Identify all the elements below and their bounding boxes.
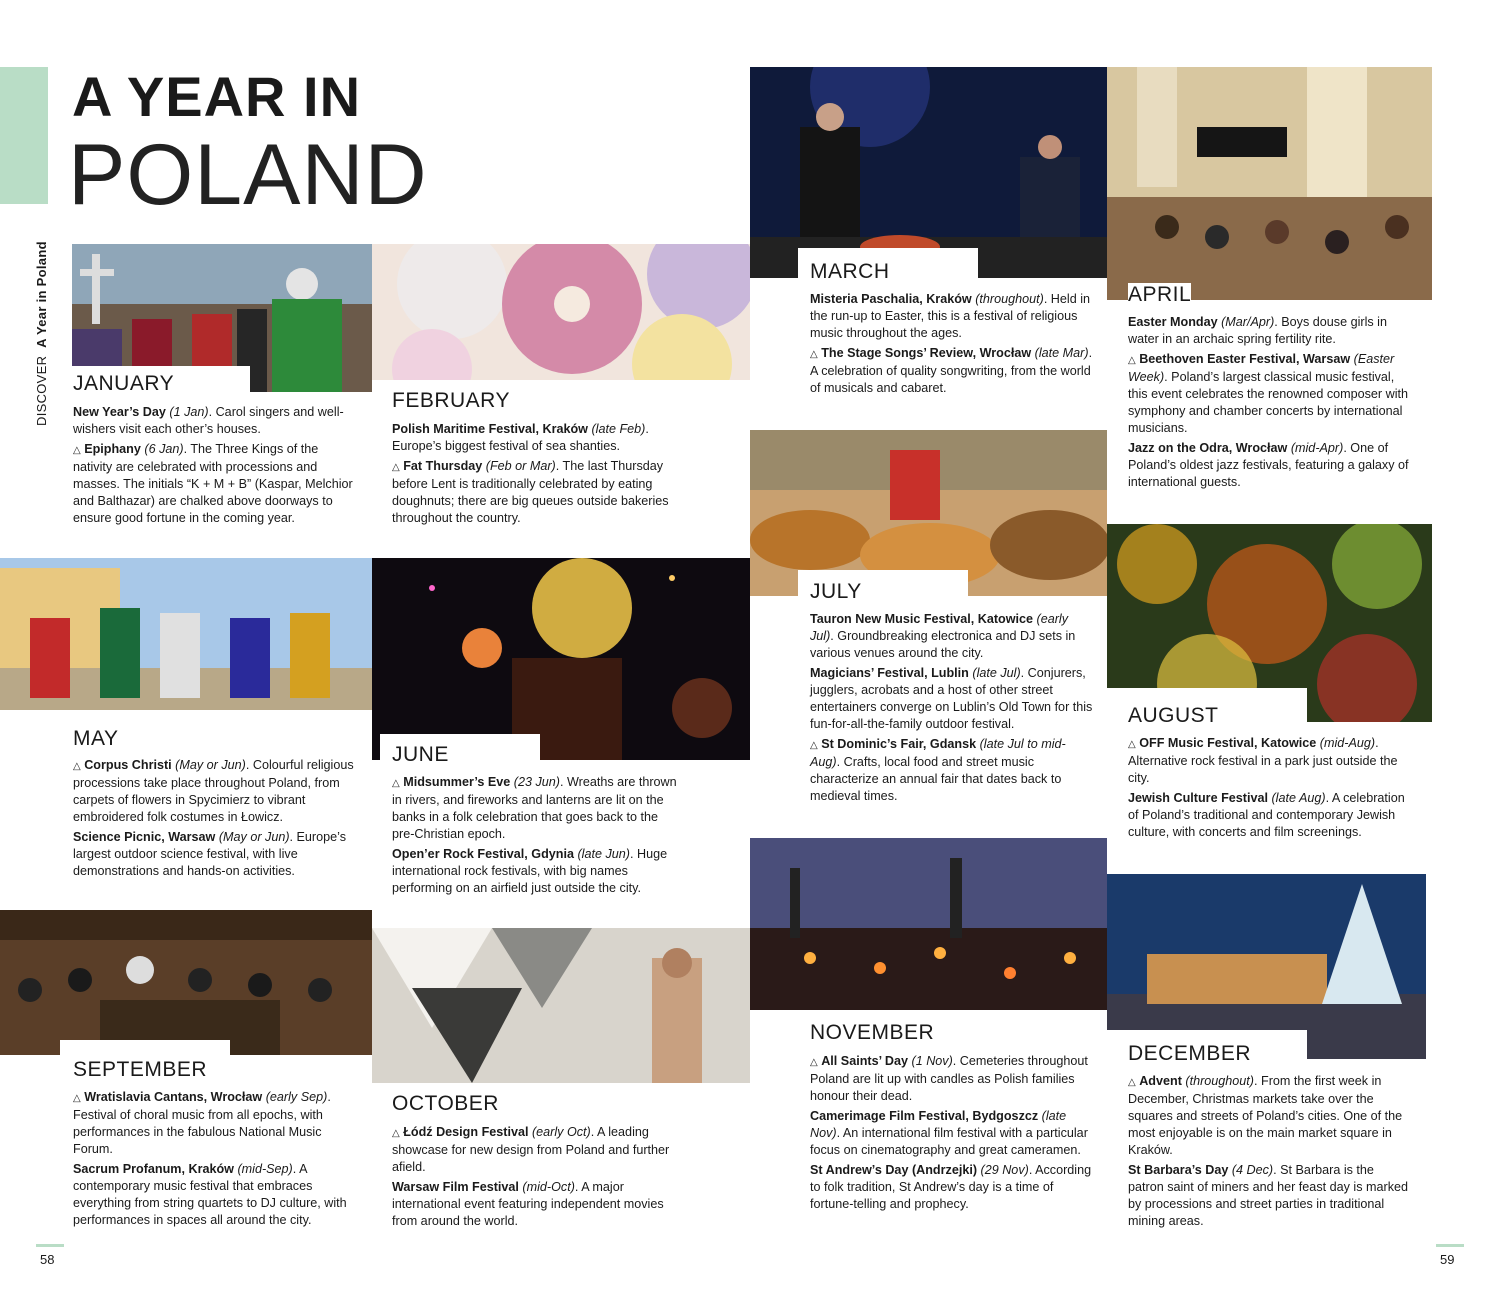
event-name: Tauron New Music Festival, Katowice [810, 612, 1034, 626]
april-photo [1107, 67, 1432, 300]
december-events [1128, 1073, 1413, 1233]
event-item [810, 611, 1095, 662]
event-text: . Huge international rock festivals, with big names performing on an airfield just outside the city. [392, 847, 668, 895]
march-photo [750, 67, 1107, 278]
event-date: (May or Jun) [175, 758, 246, 772]
october-photo [372, 928, 750, 1083]
event-item [392, 458, 682, 527]
page-bar-left [36, 1244, 64, 1247]
october-events [392, 1124, 677, 1233]
highlight-triangle-icon: △ [73, 761, 81, 772]
month-march: MARCH [810, 260, 890, 283]
month-june: JUNE [392, 743, 449, 766]
event-date: (throughout) [1185, 1074, 1254, 1088]
event-date: (6 Jan) [144, 442, 184, 456]
event-name: Wratislavia Cantans, Wrocław [84, 1090, 263, 1104]
event-date: (4 Dec) [1231, 1163, 1274, 1177]
june-events [392, 774, 677, 900]
event-text: . An international film festival with a particular focus on cinematography and great cameramen. [810, 1126, 1088, 1157]
event-date: (early Oct) [531, 1125, 591, 1139]
month-april: APRIL [1128, 283, 1192, 306]
page-number-left: 58 [40, 1252, 55, 1267]
event-date: (Easter Week) [1128, 352, 1395, 384]
event-text: . Alternative rock festival in a park just outside the city. [1128, 736, 1398, 785]
event-date: (mid-Aug) [1319, 736, 1376, 750]
event-item [1128, 440, 1413, 491]
march-events [810, 291, 1095, 400]
event-text: . Colourful religious processions take place throughout Poland, from carpets of flowers in Spycimierz to vibrant embroidered folk costumes in Łowicz. [73, 758, 354, 824]
event-name: Science Picnic, Warsaw [73, 830, 216, 844]
event-text: . Wreaths are thrown in rivers, and fireworks and lanterns are lit on the banks in a folk celebration that goes back to the pre-Christian epoch. [392, 775, 677, 841]
event-text: . A celebration of Poland’s traditional and contemporary Jewish culture, with concerts and film screenings. [1128, 791, 1405, 839]
event-text: . Poland’s largest classical music festival, this event celebrates the renowned composer with symphony and chamber concerts by international musicians. [1128, 370, 1409, 435]
event-date: (mid-Apr) [1290, 441, 1344, 455]
event-item [73, 1089, 358, 1158]
page-title-line2: POLAND [68, 127, 428, 223]
event-name: Misteria Paschalia, Kraków [810, 292, 972, 306]
event-text: . Boys douse girls in water in an archaic spring fertility rite. [1128, 315, 1387, 346]
event-date: (late Jul to mid-Aug) [810, 737, 1066, 769]
event-date: (May or Jun) [218, 830, 290, 844]
event-text: . Europe’s largest outdoor science festival, with live demonstrations and hands-on activities. [73, 830, 347, 878]
event-name: Open’er Rock Festival, Gdynia [392, 847, 574, 861]
event-name: St Barbara’s Day [1128, 1163, 1229, 1177]
event-date: (early Jul) [810, 612, 1069, 643]
event-name: Warsaw Film Festival [392, 1180, 519, 1194]
event-date: (late Jul) [972, 666, 1021, 680]
september-events [73, 1089, 358, 1232]
event-item [392, 1124, 677, 1176]
event-text: . Groundbreaking electronica and DJ sets in various venues around the city. [810, 629, 1076, 660]
highlight-triangle-icon: △ [73, 1093, 81, 1104]
event-date: (throughout) [975, 292, 1044, 306]
event-item [1128, 351, 1413, 437]
chapter-name: A Year in Poland [34, 241, 49, 348]
event-text: . A contemporary music festival that embraces everything from string quartets to DJ culture, with performances in spaces all around the city. [73, 1162, 347, 1227]
february-events [392, 421, 682, 530]
event-item [392, 846, 677, 897]
event-date: (1 Nov) [911, 1054, 953, 1068]
event-date: (late Feb) [591, 422, 646, 436]
event-name: Easter Monday [1128, 315, 1218, 329]
month-august: AUGUST [1128, 704, 1219, 727]
event-text: . Europe’s biggest festival of sea shanties. [392, 422, 649, 453]
month-february: FEBRUARY [392, 389, 510, 412]
event-date: (23 Jun) [513, 775, 560, 789]
july-events [810, 611, 1095, 808]
event-item [1128, 1073, 1413, 1159]
november-events [810, 1053, 1095, 1216]
event-date: (late Jun) [577, 847, 630, 861]
event-item [810, 345, 1095, 397]
highlight-triangle-icon: △ [1128, 739, 1136, 750]
event-item [73, 441, 353, 527]
event-name: Advent [1139, 1074, 1182, 1088]
section-name: DISCOVER [34, 355, 49, 426]
november-photo [750, 838, 1107, 1010]
section-label [34, 241, 49, 426]
event-name: Epiphany [84, 442, 141, 456]
event-name: St Dominic’s Fair, Gdansk [821, 737, 977, 751]
highlight-triangle-icon: △ [392, 462, 400, 473]
highlight-triangle-icon: △ [810, 349, 818, 360]
event-item [1128, 314, 1413, 348]
page-number-right: 59 [1440, 1252, 1455, 1267]
event-name: St Andrew’s Day (Andrzejki) [810, 1163, 978, 1177]
event-name: Polish Maritime Festival, Kraków [392, 422, 588, 436]
month-may: MAY [73, 727, 119, 750]
event-text: . Held in the run-up to Easter, this is a festival of religious music throughout the ages. [810, 292, 1091, 340]
event-text: . Festival of choral music from all epochs, with performances in the fabulous National Music Forum. [73, 1090, 331, 1156]
event-item [1128, 790, 1413, 841]
event-text: . Cemeteries throughout Poland are lit up with candles as Polish families honour their dead. [810, 1054, 1088, 1103]
event-item [73, 757, 358, 826]
event-text: . The Three Kings of the nativity are celebrated with processions and masses. The initials “K + M + B” (Kaspar, Melchior and Balthazar) are chalked above doorways to ensure good fortune in the coming year. [73, 442, 353, 525]
event-date: (early Sep) [265, 1090, 328, 1104]
event-item [810, 665, 1095, 733]
event-item [1128, 1162, 1413, 1230]
event-text: . A major international event featuring independent movies from around the world. [392, 1180, 664, 1228]
month-january: JANUARY [73, 372, 175, 395]
page-bar-right [1436, 1244, 1464, 1247]
event-name: Jazz on the Odra, Wrocław [1128, 441, 1288, 455]
event-item [1128, 735, 1413, 787]
event-date: (late Aug) [1271, 791, 1326, 805]
event-item [392, 774, 677, 843]
event-text: . One of Poland’s oldest jazz festivals, featuring a galaxy of international guests. [1128, 441, 1409, 489]
event-text: . A celebration of quality songwriting, from the world of musicals and cabaret. [810, 346, 1093, 395]
event-name: Camerimage Film Festival, Bydgoszcz [810, 1109, 1039, 1123]
event-name: OFF Music Festival, Katowice [1139, 736, 1317, 750]
event-name: All Saints’ Day [821, 1054, 908, 1068]
september-photo [0, 910, 372, 1055]
may-photo [0, 558, 372, 710]
event-text: . Conjurers, jugglers, acrobats and a host of other street entertainers converge on Lublin’s Old Town for this fun-for-all-the-family outdoor festival. [810, 666, 1093, 731]
event-name: Sacrum Profanum, Kraków [73, 1162, 234, 1176]
month-december: DECEMBER [1128, 1042, 1252, 1065]
event-item [810, 1162, 1095, 1213]
event-date: (mid-Oct) [522, 1180, 575, 1194]
event-name: Midsummer’s Eve [403, 775, 511, 789]
month-october: OCTOBER [392, 1092, 499, 1115]
highlight-triangle-icon: △ [810, 1057, 818, 1068]
highlight-triangle-icon: △ [810, 740, 818, 751]
event-name: Fat Thursday [403, 459, 483, 473]
event-date: (1 Jan) [169, 405, 209, 419]
event-date: (late Mar) [1034, 346, 1089, 360]
highlight-triangle-icon: △ [1128, 355, 1136, 366]
page-title-line1: A YEAR IN [72, 65, 362, 128]
august-events [1128, 735, 1413, 844]
month-november: NOVEMBER [810, 1021, 935, 1044]
month-september: SEPTEMBER [73, 1058, 208, 1081]
highlight-triangle-icon: △ [392, 1128, 400, 1139]
event-text: . St Barbara is the patron saint of miners and her feast day is marked by processions and street parties in traditional mining areas. [1128, 1163, 1409, 1228]
event-text: . According to folk tradition, St Andrew’s day is a time of fortune-telling and prophecy. [810, 1163, 1092, 1211]
event-name: New Year’s Day [73, 405, 166, 419]
june-photo [372, 558, 750, 760]
event-text: . From the first week in December, Christmas markets take over the squares and streets of Poland’s cities. One of the most enjoyable is on the main market square in Kraków. [1128, 1074, 1403, 1157]
highlight-triangle-icon: △ [1128, 1077, 1136, 1088]
event-date: (Mar/Apr) [1221, 315, 1275, 329]
event-item [73, 404, 353, 438]
event-item [392, 421, 682, 455]
event-date: (mid-Sep) [237, 1162, 293, 1176]
event-item [73, 829, 358, 880]
may-events [73, 757, 358, 883]
event-text: . The last Thursday before Lent is traditionally celebrated by eating doughnuts; there are big queues outside bakeries throughout the country. [392, 459, 669, 525]
event-name: Magicians’ Festival, Lublin [810, 666, 969, 680]
event-item [73, 1161, 358, 1229]
event-item [810, 1053, 1095, 1105]
event-item [392, 1179, 677, 1230]
event-item [810, 291, 1095, 342]
event-date: (Feb or Mar) [485, 459, 556, 473]
january-events [73, 404, 353, 530]
event-text: . Crafts, local food and street music characterize an annual fair that dates back to medieval times. [810, 755, 1062, 803]
event-date: (29 Nov) [980, 1163, 1029, 1177]
event-item [810, 1108, 1095, 1159]
event-name: Corpus Christi [84, 758, 172, 772]
highlight-triangle-icon: △ [392, 778, 400, 789]
event-name: Łódź Design Festival [403, 1125, 529, 1139]
month-july: JULY [810, 580, 862, 603]
april-events [1128, 314, 1413, 494]
event-name: Jewish Culture Festival [1128, 791, 1268, 805]
february-photo [372, 244, 750, 380]
event-text: . Carol singers and well-wishers visit each other’s houses. [73, 405, 344, 436]
event-item [810, 736, 1095, 805]
highlight-triangle-icon: △ [73, 445, 81, 456]
event-text: . A leading showcase for new design from Poland and further afield. [392, 1125, 670, 1174]
accent-bar [0, 67, 48, 204]
event-date: (late Nov) [810, 1109, 1067, 1140]
event-name: Beethoven Easter Festival, Warsaw [1139, 352, 1351, 366]
event-name: The Stage Songs’ Review, Wrocław [821, 346, 1032, 360]
